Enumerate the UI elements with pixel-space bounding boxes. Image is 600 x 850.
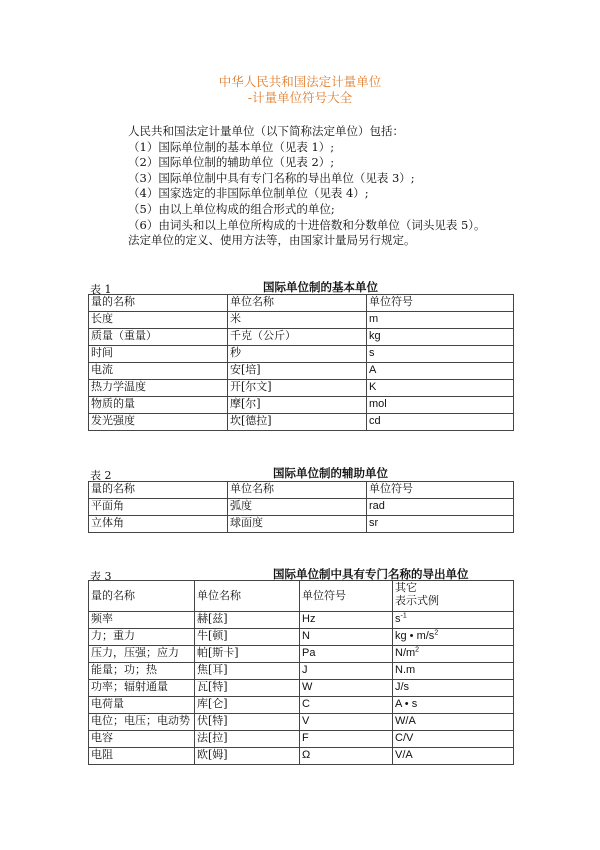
- quantity-name-cell: 热力学温度: [89, 380, 228, 397]
- unit-name-cell: 帕[斯卡]: [195, 646, 300, 663]
- quantity-name-cell: 电容: [89, 731, 195, 748]
- expression-text: kg • m/s: [395, 630, 435, 642]
- quantity-name-cell: 时间: [89, 346, 228, 363]
- unit-symbol-cell: V: [300, 714, 393, 731]
- unit-name-cell: 安[培]: [228, 363, 367, 380]
- table1-title: 国际单位制的基本单位: [263, 280, 378, 294]
- table-row: [89, 748, 514, 765]
- exponent: 2: [434, 629, 439, 637]
- table2: [88, 481, 514, 533]
- table1: [88, 294, 514, 431]
- unit-symbol-cell: mol: [367, 397, 514, 414]
- table-row: [89, 312, 514, 329]
- intro-line: （4）国家选定的非国际单位制单位（见表 4）;: [128, 186, 369, 201]
- unit-name-cell: 开[尔文]: [228, 380, 367, 397]
- expression-text: A • s: [395, 698, 418, 710]
- expression-cell: [393, 697, 514, 714]
- unit-name-cell: 焦[耳]: [195, 663, 300, 680]
- table-row: [89, 714, 514, 731]
- table-row: [89, 612, 514, 629]
- unit-symbol-cell: sr: [367, 516, 514, 533]
- column-header: 单位符号: [300, 581, 393, 612]
- expression-text: C/V: [395, 732, 414, 744]
- quantity-name-cell: 电阻: [89, 748, 195, 765]
- table3: [88, 580, 514, 765]
- table-row: [89, 397, 514, 414]
- unit-name-cell: 赫[兹]: [195, 612, 300, 629]
- table-header-row: [89, 581, 514, 612]
- expression-cell: [393, 663, 514, 680]
- header-line: 表示式例: [395, 594, 439, 607]
- unit-name-cell: 球面度: [228, 516, 367, 533]
- unit-name-cell: 秒: [228, 346, 367, 363]
- expression-cell: [393, 612, 514, 629]
- quantity-name-cell: 电荷量: [89, 697, 195, 714]
- intro-line: 法定单位的定义、使用方法等，由国家计量局另行规定。: [128, 233, 416, 248]
- header-line: 其它: [395, 581, 417, 594]
- unit-name-cell: 摩[尔]: [228, 397, 367, 414]
- table-row: [89, 363, 514, 380]
- quantity-name-cell: 力；重力: [89, 629, 195, 646]
- unit-name-cell: 弧度: [228, 499, 367, 516]
- unit-symbol-cell: m: [367, 312, 514, 329]
- table-row: [89, 380, 514, 397]
- table-row: [89, 731, 514, 748]
- table-row: [89, 646, 514, 663]
- quantity-name-cell: 长度: [89, 312, 228, 329]
- quantity-name-cell: 能量；功；热: [89, 663, 195, 680]
- quantity-name-cell: 发光强度: [89, 414, 228, 431]
- column-header: 量的名称: [89, 295, 228, 312]
- quantity-name-cell: 功率；辐射通量: [89, 680, 195, 697]
- unit-symbol-cell: J: [300, 663, 393, 680]
- column-header: 单位名称: [228, 295, 367, 312]
- unit-name-cell: 欧[姆]: [195, 748, 300, 765]
- unit-symbol-cell: N: [300, 629, 393, 646]
- table-row: [89, 680, 514, 697]
- table-row: [89, 516, 514, 533]
- exponent: 2: [415, 646, 420, 654]
- unit-symbol-cell: C: [300, 697, 393, 714]
- unit-symbol-cell: s: [367, 346, 514, 363]
- column-header: 单位名称: [195, 581, 300, 612]
- expression-text: J/s: [395, 681, 410, 693]
- unit-name-cell: 千克（公斤）: [228, 329, 367, 346]
- unit-name-cell: 坎[德拉]: [228, 414, 367, 431]
- table-row: [89, 629, 514, 646]
- unit-symbol-cell: Ω: [300, 748, 393, 765]
- quantity-name-cell: 电位；电压；电动势: [89, 714, 195, 731]
- intro-paragraph: [128, 124, 486, 249]
- quantity-name-cell: 质量（重量）: [89, 329, 228, 346]
- unit-symbol-cell: W: [300, 680, 393, 697]
- intro-line: （6）由词头和以上单位所构成的十进倍数和分数单位（词头见表 5）。: [128, 217, 486, 232]
- unit-symbol-cell: K: [367, 380, 514, 397]
- expression-text: V/A: [395, 749, 413, 761]
- table-row: [89, 499, 514, 516]
- expression-cell: [393, 680, 514, 697]
- table-row: [89, 346, 514, 363]
- quantity-name-cell: 平面角: [89, 499, 228, 516]
- table1-label: 表 1: [90, 283, 112, 296]
- unit-symbol-cell: F: [300, 731, 393, 748]
- column-header: 单位名称: [228, 482, 367, 499]
- unit-symbol-cell: Pa: [300, 646, 393, 663]
- intro-line: （5）由以上单位构成的组合形式的单位;: [128, 201, 335, 216]
- intro-line: （2）国际单位制的辅助单位（见表 2）;: [128, 155, 335, 170]
- quantity-name-cell: 电流: [89, 363, 228, 380]
- table-row: [89, 414, 514, 431]
- unit-symbol-cell: kg: [367, 329, 514, 346]
- column-header: 量的名称: [89, 482, 228, 499]
- unit-symbol-cell: rad: [367, 499, 514, 516]
- column-header: 量的名称: [89, 581, 195, 612]
- table-row: [89, 697, 514, 714]
- document-subtitle: -计量单位符号大全: [247, 90, 353, 105]
- quantity-name-cell: 压力，压强；应力: [89, 646, 195, 663]
- expression-text: s: [395, 613, 401, 625]
- expression-cell: [393, 714, 514, 731]
- expression-cell: [393, 731, 514, 748]
- unit-name-cell: 法[拉]: [195, 731, 300, 748]
- unit-name-cell: 伏[特]: [195, 714, 300, 731]
- table2-title: 国际单位制的辅助单位: [273, 466, 388, 480]
- table-row: [89, 663, 514, 680]
- expression-cell: [393, 646, 514, 663]
- column-header: [393, 581, 514, 612]
- table3-title: 国际单位制中具有专门名称的导出单位: [273, 567, 469, 581]
- quantity-name-cell: 立体角: [89, 516, 228, 533]
- expression-cell: [393, 748, 514, 765]
- table-header-row: [89, 295, 514, 312]
- column-header: 单位符号: [367, 295, 514, 312]
- unit-name-cell: 牛[顿]: [195, 629, 300, 646]
- table3-label: 表 3: [90, 570, 112, 583]
- expression-text: W/A: [395, 715, 416, 727]
- table-row: [89, 329, 514, 346]
- intro-line: （1）国际单位制的基本单位（见表 1）;: [128, 139, 335, 154]
- table-header-row: [89, 482, 514, 499]
- quantity-name-cell: 物质的量: [89, 397, 228, 414]
- intro-line: （3）国际单位制中具有专门名称的导出单位（见表 3）;: [128, 170, 415, 185]
- unit-symbol-cell: A: [367, 363, 514, 380]
- exponent: -1: [400, 612, 407, 620]
- expression-text: N.m: [395, 664, 416, 676]
- document-title: 中华人民共和国法定计量单位: [218, 74, 382, 89]
- unit-name-cell: 库[仑]: [195, 697, 300, 714]
- unit-name-cell: 瓦[特]: [195, 680, 300, 697]
- expression-text: N/m: [395, 647, 416, 659]
- column-header: 单位符号: [367, 482, 514, 499]
- unit-name-cell: 米: [228, 312, 367, 329]
- unit-symbol-cell: cd: [367, 414, 514, 431]
- unit-symbol-cell: Hz: [300, 612, 393, 629]
- quantity-name-cell: 频率: [89, 612, 195, 629]
- expression-cell: [393, 629, 514, 646]
- table2-label: 表 2: [90, 469, 112, 482]
- intro-line: 人民共和国法定计量单位（以下简称法定单位）包括：: [128, 124, 404, 138]
